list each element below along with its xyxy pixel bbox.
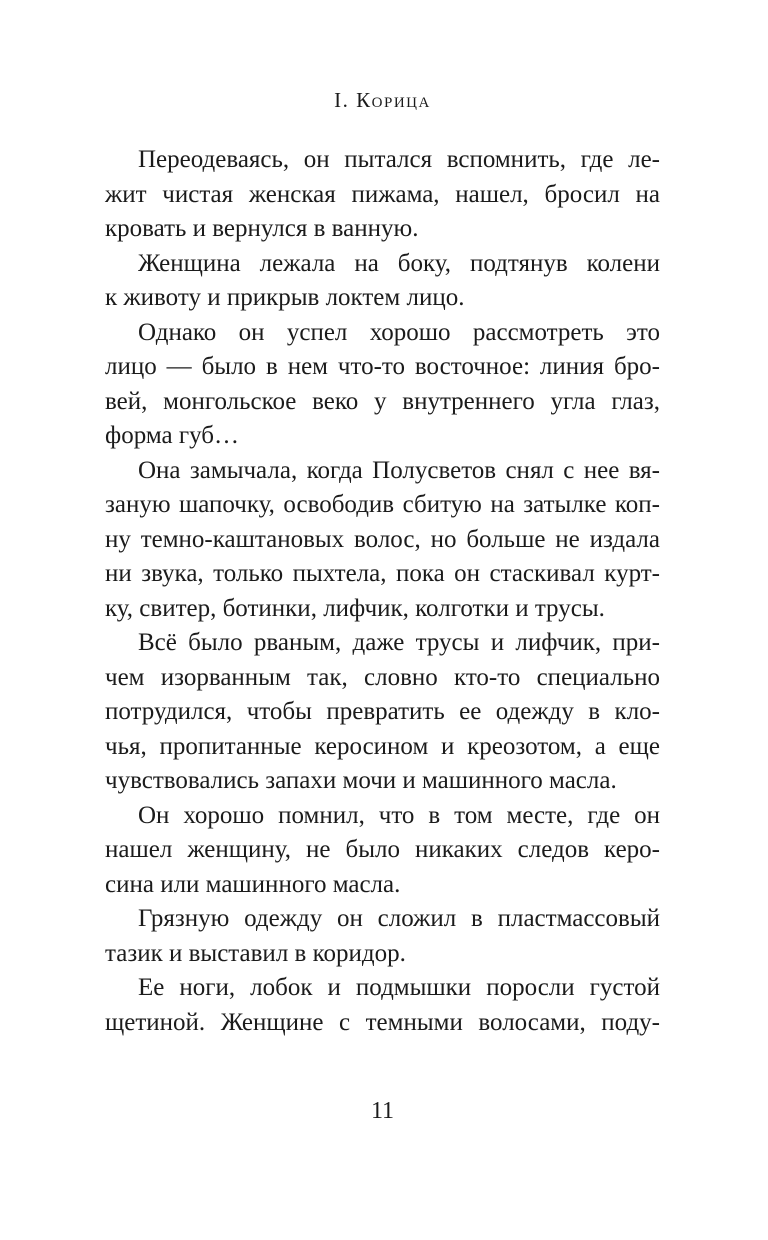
paragraph bbox=[105, 626, 660, 799]
body-text bbox=[105, 143, 660, 1040]
text-line: чья, пропитанные керосином и креозотом, а еще bbox=[105, 732, 660, 760]
paragraph bbox=[105, 454, 660, 627]
paragraph bbox=[105, 316, 660, 454]
text-line: Женщина лежала на боку, подтянув колени bbox=[138, 249, 660, 277]
paragraph bbox=[105, 247, 660, 316]
text-line: потрудился, чтобы превратить ее одежду в кло- bbox=[105, 698, 660, 725]
text-line: заную шапочку, освободив сбитую на затылке коп- bbox=[105, 491, 660, 518]
text-line: Она замычала, когда Полусветов снял с нее вя- bbox=[138, 456, 660, 484]
text-line: щетиной. Женщине с темными волосами, поду- bbox=[105, 1008, 660, 1036]
text-line: чувствовались запахи мочи и машинного масла. bbox=[105, 767, 617, 794]
text-line: ну темно-каштановых волос, но больше не издала bbox=[105, 525, 660, 553]
text-line: ку, свитер, ботинки, лифчик, колготки и трусы. bbox=[105, 594, 605, 622]
text-line: Грязную одежду он сложил в пластмассовый bbox=[138, 905, 660, 932]
text-line: тазик и выставил в коридор. bbox=[105, 939, 406, 967]
paragraph bbox=[105, 902, 660, 971]
text-line: Всё было рваным, даже трусы и лифчик, при- bbox=[138, 629, 660, 656]
text-line: кровать и вернулся в ванную. bbox=[105, 215, 419, 242]
text-line: к животу и прикрыв локтем лицо. bbox=[105, 284, 465, 311]
text-line: форма губ… bbox=[105, 422, 239, 449]
page-number: 11 bbox=[370, 1098, 395, 1124]
running-head-chapter-title: I. Корица bbox=[334, 88, 431, 112]
text-line: лицо — было в нем что-то восточное: линия бро- bbox=[105, 353, 660, 380]
text-line: вей, монгольское веко у внутреннего угла глаз, bbox=[105, 387, 660, 415]
text-line: Ее ноги, лобок и подмышки поросли густой bbox=[138, 974, 660, 1001]
text-line: ни звука, только пыхтела, пока он стаскивал курт- bbox=[105, 560, 660, 587]
paragraph bbox=[105, 971, 660, 1040]
text-line: сина или машинного масла. bbox=[105, 870, 401, 898]
paragraph bbox=[105, 143, 660, 247]
paragraph bbox=[105, 799, 660, 903]
text-line: Однако он успел хорошо рассмотреть это bbox=[138, 318, 660, 346]
text-line: Он хорошо помнил, что в том месте, где он bbox=[138, 801, 660, 829]
text-line: чем изорванным так, словно кто-то специально bbox=[105, 663, 660, 691]
text-line: Переодеваясь, он пытался вспомнить, где ле- bbox=[138, 146, 660, 173]
text-line: жит чистая женская пижама, нашел, бросил на bbox=[105, 180, 660, 208]
text-line: нашел женщину, не было никаких следов керо- bbox=[105, 836, 660, 863]
